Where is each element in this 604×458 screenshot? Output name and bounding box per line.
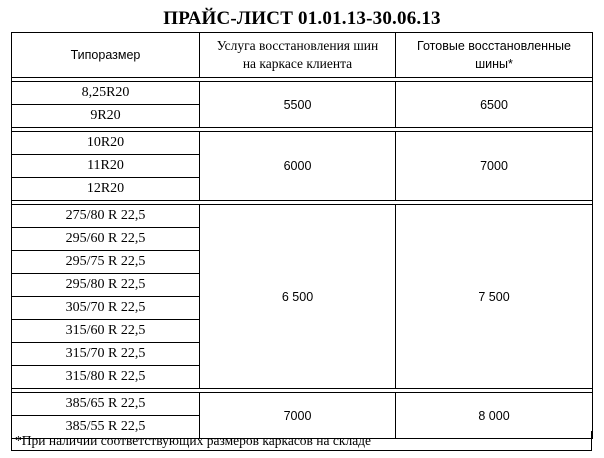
size-cell: 385/55 R 22,5 [12, 416, 200, 439]
size-cell: 8,25R20 [12, 82, 200, 105]
table-row [12, 82, 593, 105]
table-row [12, 205, 593, 228]
header-service-price: Услуга восстановления шин на каркасе клиента [200, 33, 396, 78]
service-price-cell: 7000 [200, 393, 396, 439]
size-cell: 385/65 R 22,5 [12, 393, 200, 416]
size-cell: 315/60 R 22,5 [12, 320, 200, 343]
ready-price-cell: 6500 [396, 82, 593, 128]
footnote: *При наличии соответствующих размеров каркасов на складе [11, 431, 592, 451]
size-cell: 295/60 R 22,5 [12, 228, 200, 251]
service-price-cell: 6000 [200, 132, 396, 201]
size-cell: 10R20 [12, 132, 200, 155]
size-cell: 11R20 [12, 155, 200, 178]
price-table [11, 32, 593, 439]
page-title: ПРАЙС-ЛИСТ 01.01.13-30.06.13 [163, 8, 441, 29]
size-cell: 12R20 [12, 178, 200, 201]
header-ready-price: Готовые восстановленные шины* [396, 33, 593, 78]
table-header-row [12, 33, 593, 78]
table-row [12, 132, 593, 155]
size-cell: 315/80 R 22,5 [12, 366, 200, 389]
service-price-cell: 6 500 [200, 205, 396, 389]
ready-price-cell: 7 500 [396, 205, 593, 389]
size-cell: 9R20 [12, 105, 200, 128]
ready-price-cell: 8 000 [396, 393, 593, 439]
size-cell: 305/70 R 22,5 [12, 297, 200, 320]
size-cell: 295/75 R 22,5 [12, 251, 200, 274]
size-cell: 275/80 R 22,5 [12, 205, 200, 228]
table-body [12, 78, 593, 439]
table-row [12, 393, 593, 416]
ready-price-cell: 7000 [396, 132, 593, 201]
header-size: Типоразмер [12, 33, 200, 78]
size-cell: 295/80 R 22,5 [12, 274, 200, 297]
size-cell: 315/70 R 22,5 [12, 343, 200, 366]
service-price-cell: 5500 [200, 82, 396, 128]
